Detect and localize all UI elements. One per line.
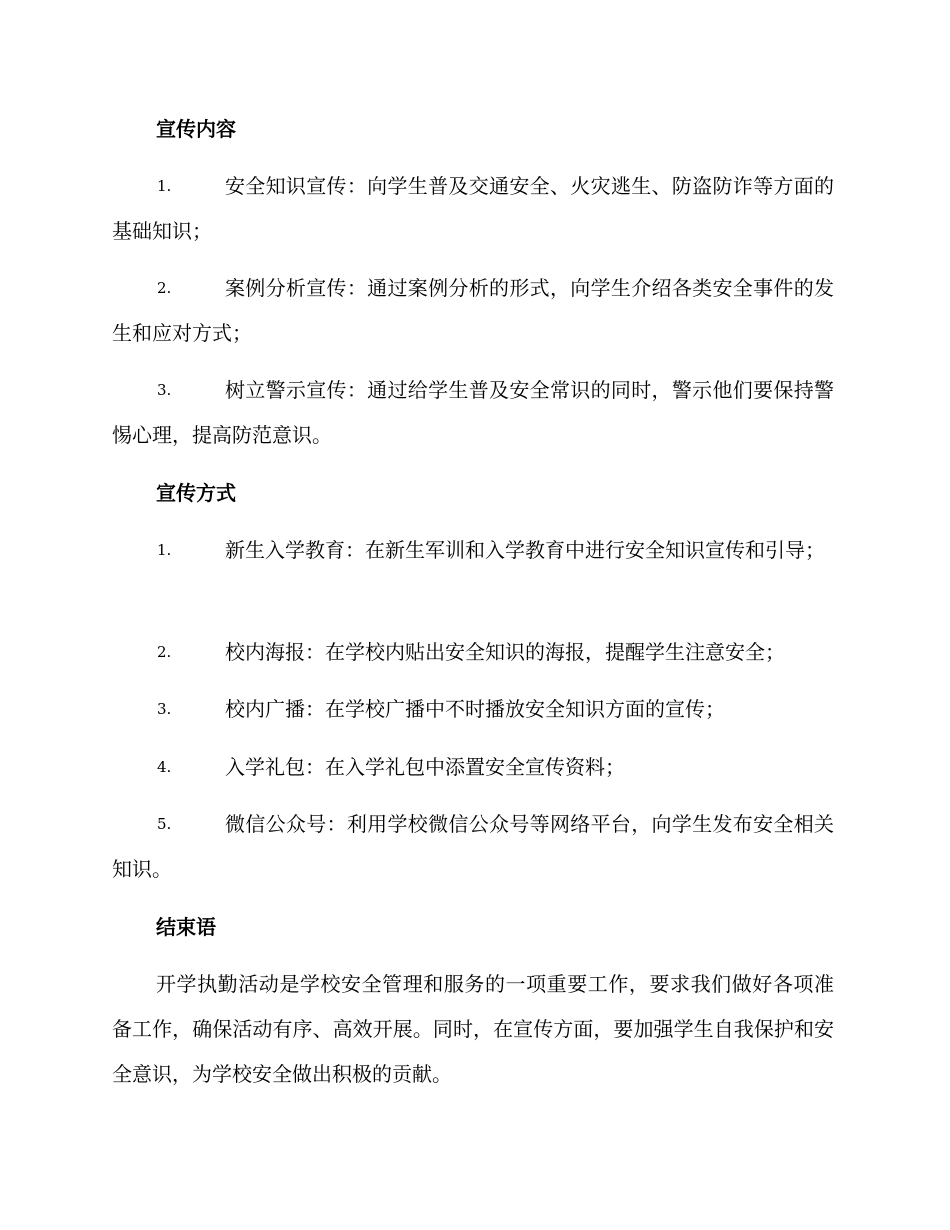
list-item-number: 1. [157,541,172,559]
list-item-text: 微信公众号：利用学校微信公众号等网络平台，向学生发布安全相关知识。 [112,812,834,881]
list-item-text: 案例分析宣传：通过案例分析的形式，向学生介绍各类安全事件的发生和应对方式； [112,276,834,345]
list-item-text: 校内海报：在学校内贴出安全知识的海报，提醒学生注意安全； [225,640,785,664]
list-item-text: 树立警示宣传：通过给学生普及安全常识的同时，警示他们要保持警惕心理，提高防范意识。 [112,378,834,447]
section-heading-publicity-content: 宣传内容 [156,117,236,141]
list-item [112,802,834,892]
list-item [112,164,834,254]
list-item-text: 入学礼包：在入学礼包中添置安全宣传资料； [225,755,625,779]
list-item-number: 2. [157,643,172,661]
list-item [112,266,834,356]
section-heading-closing-remarks: 结束语 [156,915,216,939]
list-item [112,368,834,458]
list-item-text: 校内广播：在学校广播中不时播放安全知识方面的宣传； [225,697,725,721]
list-item [112,745,834,790]
list-item-number: 4. [157,758,172,776]
section-heading-publicity-methods: 宣传方式 [156,481,236,505]
list-item-number: 1. [157,177,172,195]
list-item-number: 3. [157,700,172,718]
list-item [112,687,834,732]
list-item-number: 5. [157,815,172,833]
list-item [112,528,834,573]
closing-paragraph: 开学执勤活动是学校安全管理和服务的一项重要工作，要求我们做好各项准备工作，确保活动有序、高效开展。同时，在宣传方面，要加强学生自我保护和安全意识，为学校安全做出积极的贡献。 [112,972,834,1086]
list-item-number: 3. [157,381,172,399]
list-item-text: 安全知识宣传：向学生普及交通安全、火灾逃生、防盗防诈等方面的基础知识； [112,174,834,243]
list-item [112,630,834,675]
list-item-text: 新生入学教育：在新生军训和入学教育中进行安全知识宣传和引导； [225,538,825,562]
list-item-number: 2. [157,279,172,297]
